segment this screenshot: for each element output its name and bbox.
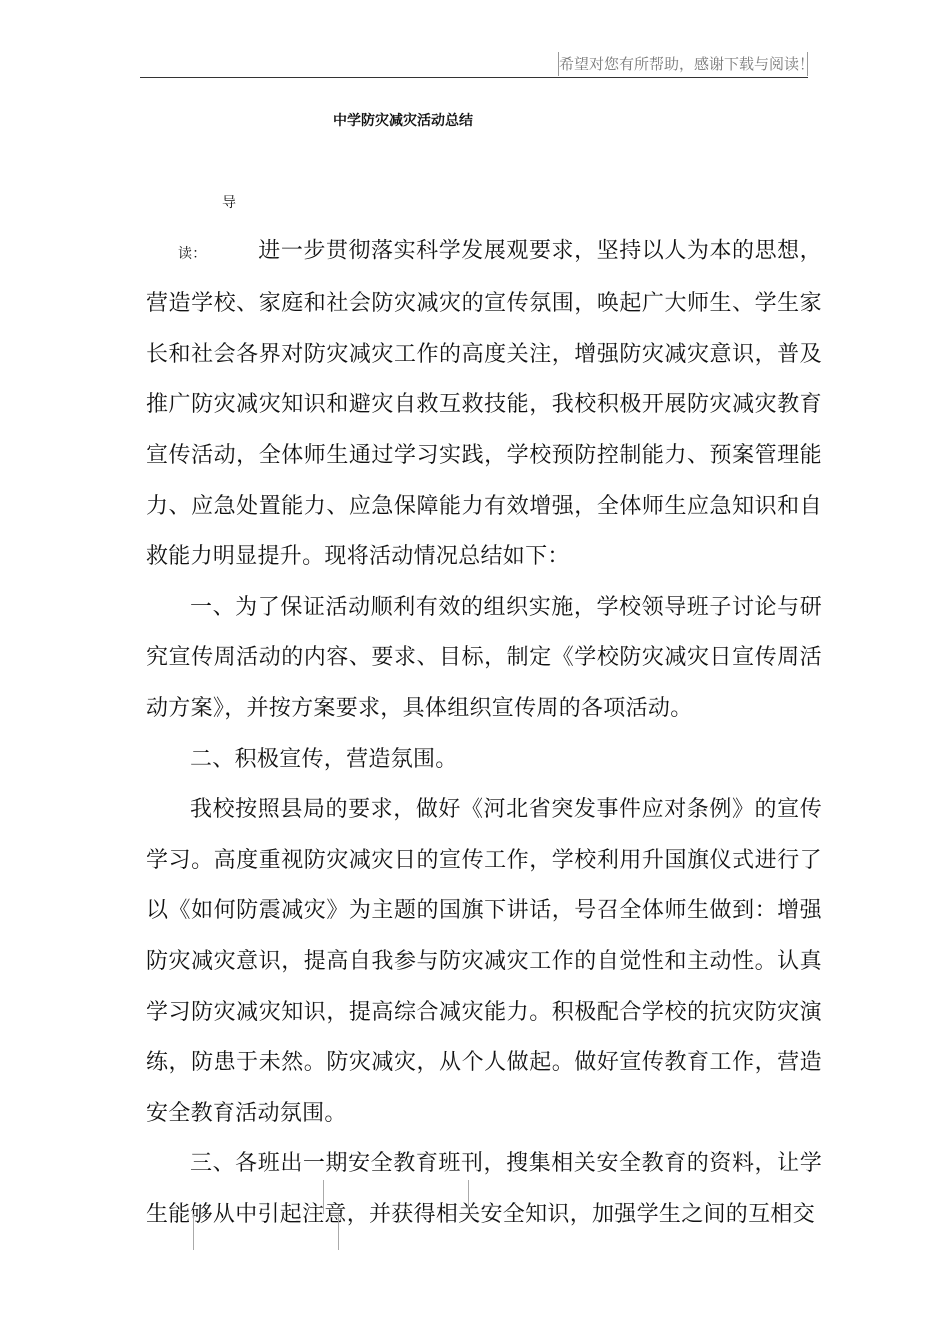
header-tagline: 希望对您有所帮助，感谢下载与阅读！: [558, 52, 808, 76]
document-title: 中学防灾减灾活动总结: [333, 113, 473, 129]
paragraph-4: 三、各班出一期安全教育班刊，搜集相关安全教育的资料，让学生能够从中引起注意，并获得相关安全知识，加强学生之间的互相交: [146, 1151, 822, 1227]
scan-line-fragment: [193, 1214, 194, 1250]
scan-line-fragment: [468, 1180, 469, 1214]
lead-paragraph: [146, 178, 822, 583]
scan-line-fragment: [338, 1214, 339, 1250]
paragraph-2: 二、积极宣传，营造氛围。: [190, 746, 458, 772]
document-body: [146, 178, 822, 1240]
header-rule: [140, 77, 808, 78]
lead-text: 进一步贯彻落实科学发展观要求，坚持以人为本的思想，营造学校、家庭和社会防灾减灾的宣传氛围，唤起广大师生、学生家长和社会各界对防灾减灾工作的高度关注，增强防灾减灾意识，普及推广防灾减灾知识和避灾自救互救技能，我校积极开展防灾减灾教育宣传活动，全体师生通过学习实践，学校预防控制能力、预案管理能力、应急处置能力、应急保障能力有效增强，全体师生应急知识和自救能力明显提升。现将活动情况总结如下：: [146, 238, 822, 570]
scan-line-fragment: [323, 1180, 324, 1214]
paragraph-1: 一、为了保证活动顺利有效的组织实施，学校领导班子讨论与研究宣传周活动的内容、要求、目标，制定《学校防灾减灾日宣传周活动方案》，并按方案要求，具体组织宣传周的各项活动。: [146, 594, 822, 721]
lead-label: 导读：: [178, 195, 237, 262]
paragraph-3: 我校按照县局的要求，做好《河北省突发事件应对条例》的宣传学习。高度重视防灾减灾日的宣传工作，学校利用升国旗仪式进行了以《如何防震减灾》为主题的国旗下讲话，号召全体师生做到：增强防灾减灾意识，提高自我参与防灾减灾工作的自觉性和主动性。认真学习防灾减灾知识，提高综合减灾能力。积极配合学校的抗灾防灾演练，防患于未然。防灾减灾，从个人做起。做好宣传教育工作，营造安全教育活动氛围。: [146, 797, 822, 1126]
